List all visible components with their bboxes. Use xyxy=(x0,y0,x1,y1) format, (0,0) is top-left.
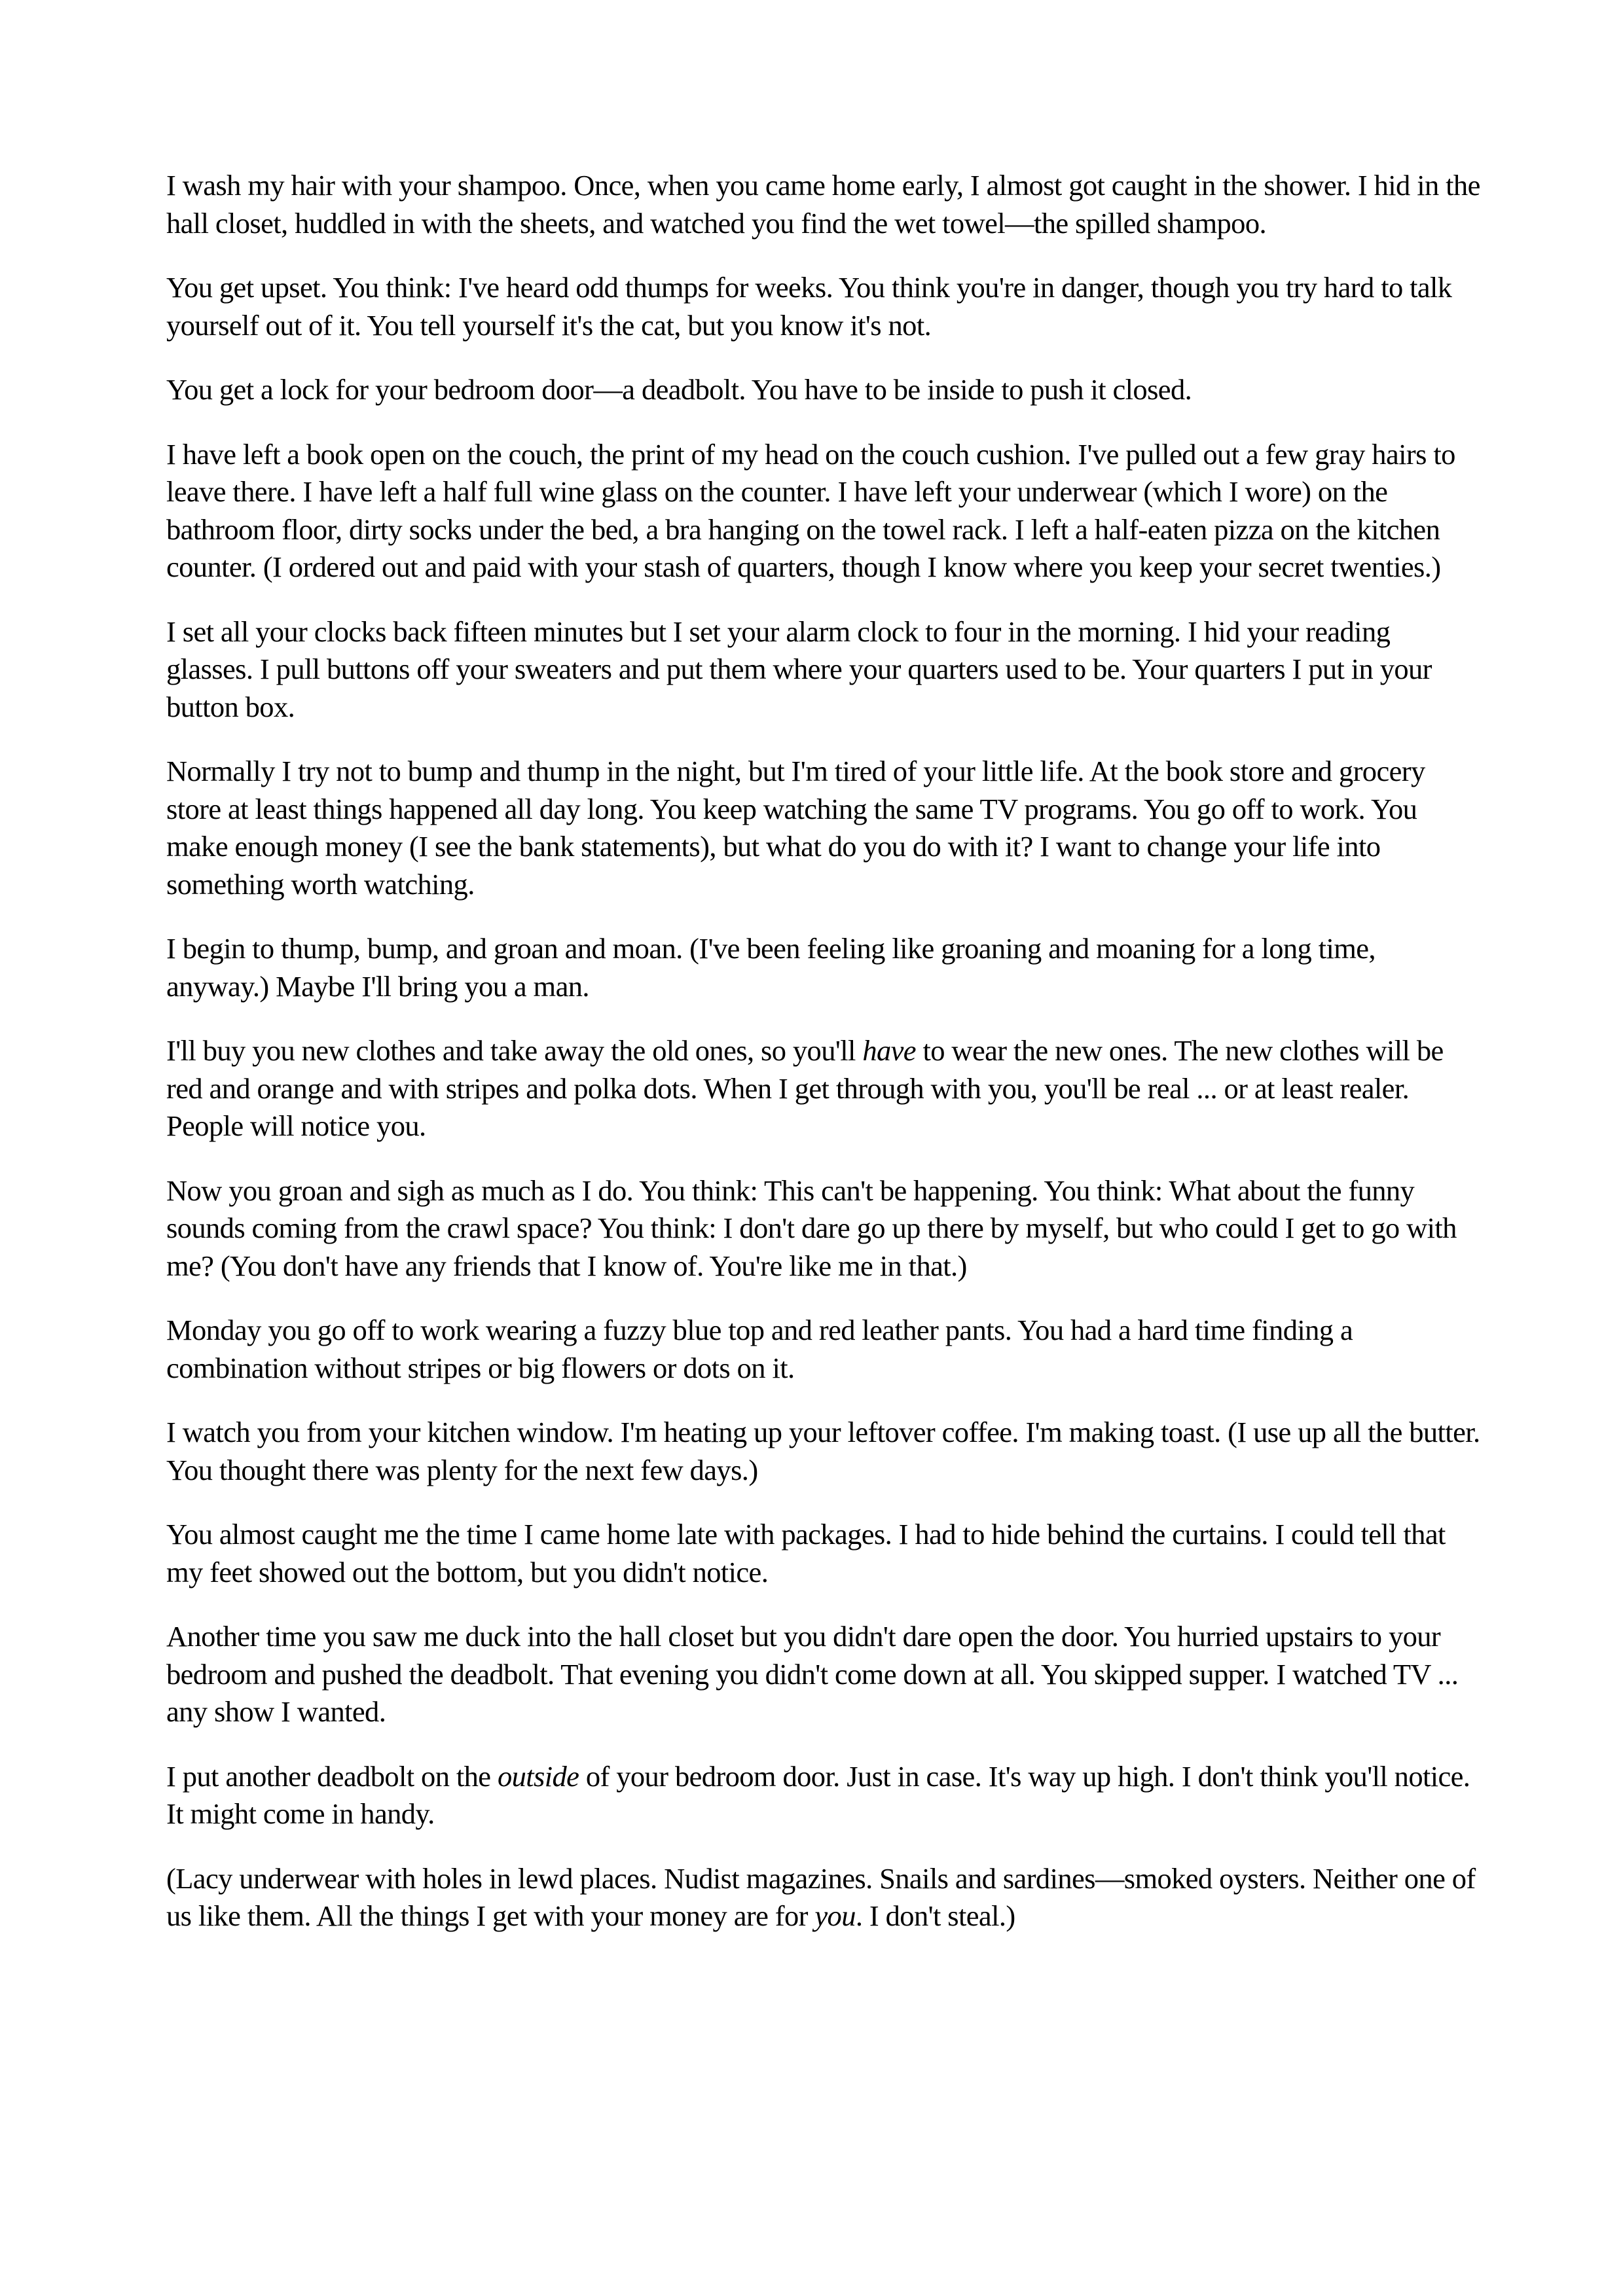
paragraph-12: You almost caught me the time I came home late with packages. I had to hide behind the curtains. I could tell that my feet showed out the bottom, but you didn't notice. xyxy=(166,1518,1446,1588)
paragraph-10: Monday you go off to work wearing a fuzzy blue top and red leather pants. You had a hard time finding a combination without stripes or big flowers or dots on it. xyxy=(166,1314,1353,1384)
paragraph-2: You get upset. You think: I've heard odd thumps for weeks. You think you're in danger, though you try hard to talk yourself out of it. You tell yourself it's the cat, but you know it's not. xyxy=(166,271,1452,342)
paragraph-7: I begin to thump, bump, and groan and moan. (I've been feeling like groaning and moaning for a long time, anyway.) Maybe I'll bring you a man. xyxy=(166,932,1376,1003)
paragraph-15-part-1: (Lacy underwear with holes in lewd places. Nudist magazines. Snails and sardines—smoked oysters. Neither one of us like them. All the things I get with your money are for xyxy=(166,1861,1476,1932)
paragraph-15-emphasis: you xyxy=(814,1899,856,1932)
paragraph-8-part-1: I'll buy you new clothes and take away the old ones, so you'll xyxy=(166,1034,863,1067)
paragraph-14 xyxy=(166,1758,1482,1833)
paragraph-5: I set all your clocks back fifteen minutes but I set your alarm clock to four in the morning. I hid your reading glasses. I pull buttons off your sweaters and put them where your quarters used to be. Your quarters I put in your button box. xyxy=(166,615,1432,723)
paragraph-8-emphasis: have xyxy=(862,1034,916,1067)
paragraph-3: You get a lock for your bedroom door—a deadbolt. You have to be inside to push it closed. xyxy=(166,373,1192,406)
paragraph-9: Now you groan and sigh as much as I do. You think: This can't be happening. You think: What about the funny sounds coming from the crawl space? You think: I don't dare go up there by myself, but who could I get to go with me? (You don't have any friends that I know of. You're like me in that.) xyxy=(166,1174,1457,1282)
paragraph-14-part-2: of your bedroom door. Just in case. It's way up high. I don't think you'll notice. It might come in handy. xyxy=(166,1759,1470,1830)
paragraph-4: I have left a book open on the couch, the print of my head on the couch cushion. I've pulled out a few gray hairs to leave there. I have left a half full wine glass on the counter. I have left your underwear (which I wore) on the bathroom floor, dirty socks under the bed, a bra hanging on the towel rack. I left a half-eaten pizza on the kitchen counter. (I ordered out and paid with your stash of quarters, though I know where you keep your secret twenties.) xyxy=(166,437,1455,583)
paragraph-14-part-1: I put another deadbolt on the xyxy=(166,1759,498,1793)
paragraph-14-emphasis: outside xyxy=(497,1759,579,1793)
paragraph-15-part-2: . I don't steal.) xyxy=(855,1899,1015,1932)
paragraph-8 xyxy=(166,1032,1482,1145)
paragraph-8-part-2: to wear the new ones. The new clothes will be red and orange and with stripes and polka dots. When I get through with you, you'll be real ... or at least realer. People will notice you. xyxy=(166,1034,1444,1142)
paragraph-6: Normally I try not to bump and thump in the night, but I'm tired of your little life. At the book store and grocery store at least things happened all day long. You keep watching the same TV programs. You go off to work. You make enough money (I see the bank statements), but what do you do with it? I want to change your life into something worth watching. xyxy=(166,755,1425,901)
story-text xyxy=(166,167,1482,1962)
paragraph-1: I wash my hair with your shampoo. Once, when you came home early, I almost got caught in the shower. I hid in the hall closet, huddled in with the sheets, and watched you find the wet towel—the spilled shampoo. xyxy=(166,169,1480,240)
paragraph-11: I watch you from your kitchen window. I'm heating up your leftover coffee. I'm making toast. (I use up all the butter. You thought there was plenty for the next few days.) xyxy=(166,1416,1480,1486)
paragraph-15 xyxy=(166,1860,1482,1935)
paragraph-13: Another time you saw me duck into the hall closet but you didn't dare open the door. You hurried upstairs to your bedroom and pushed the deadbolt. That evening you didn't come down at all. You skipped supper. I watched TV ... any show I wanted. xyxy=(166,1620,1459,1728)
